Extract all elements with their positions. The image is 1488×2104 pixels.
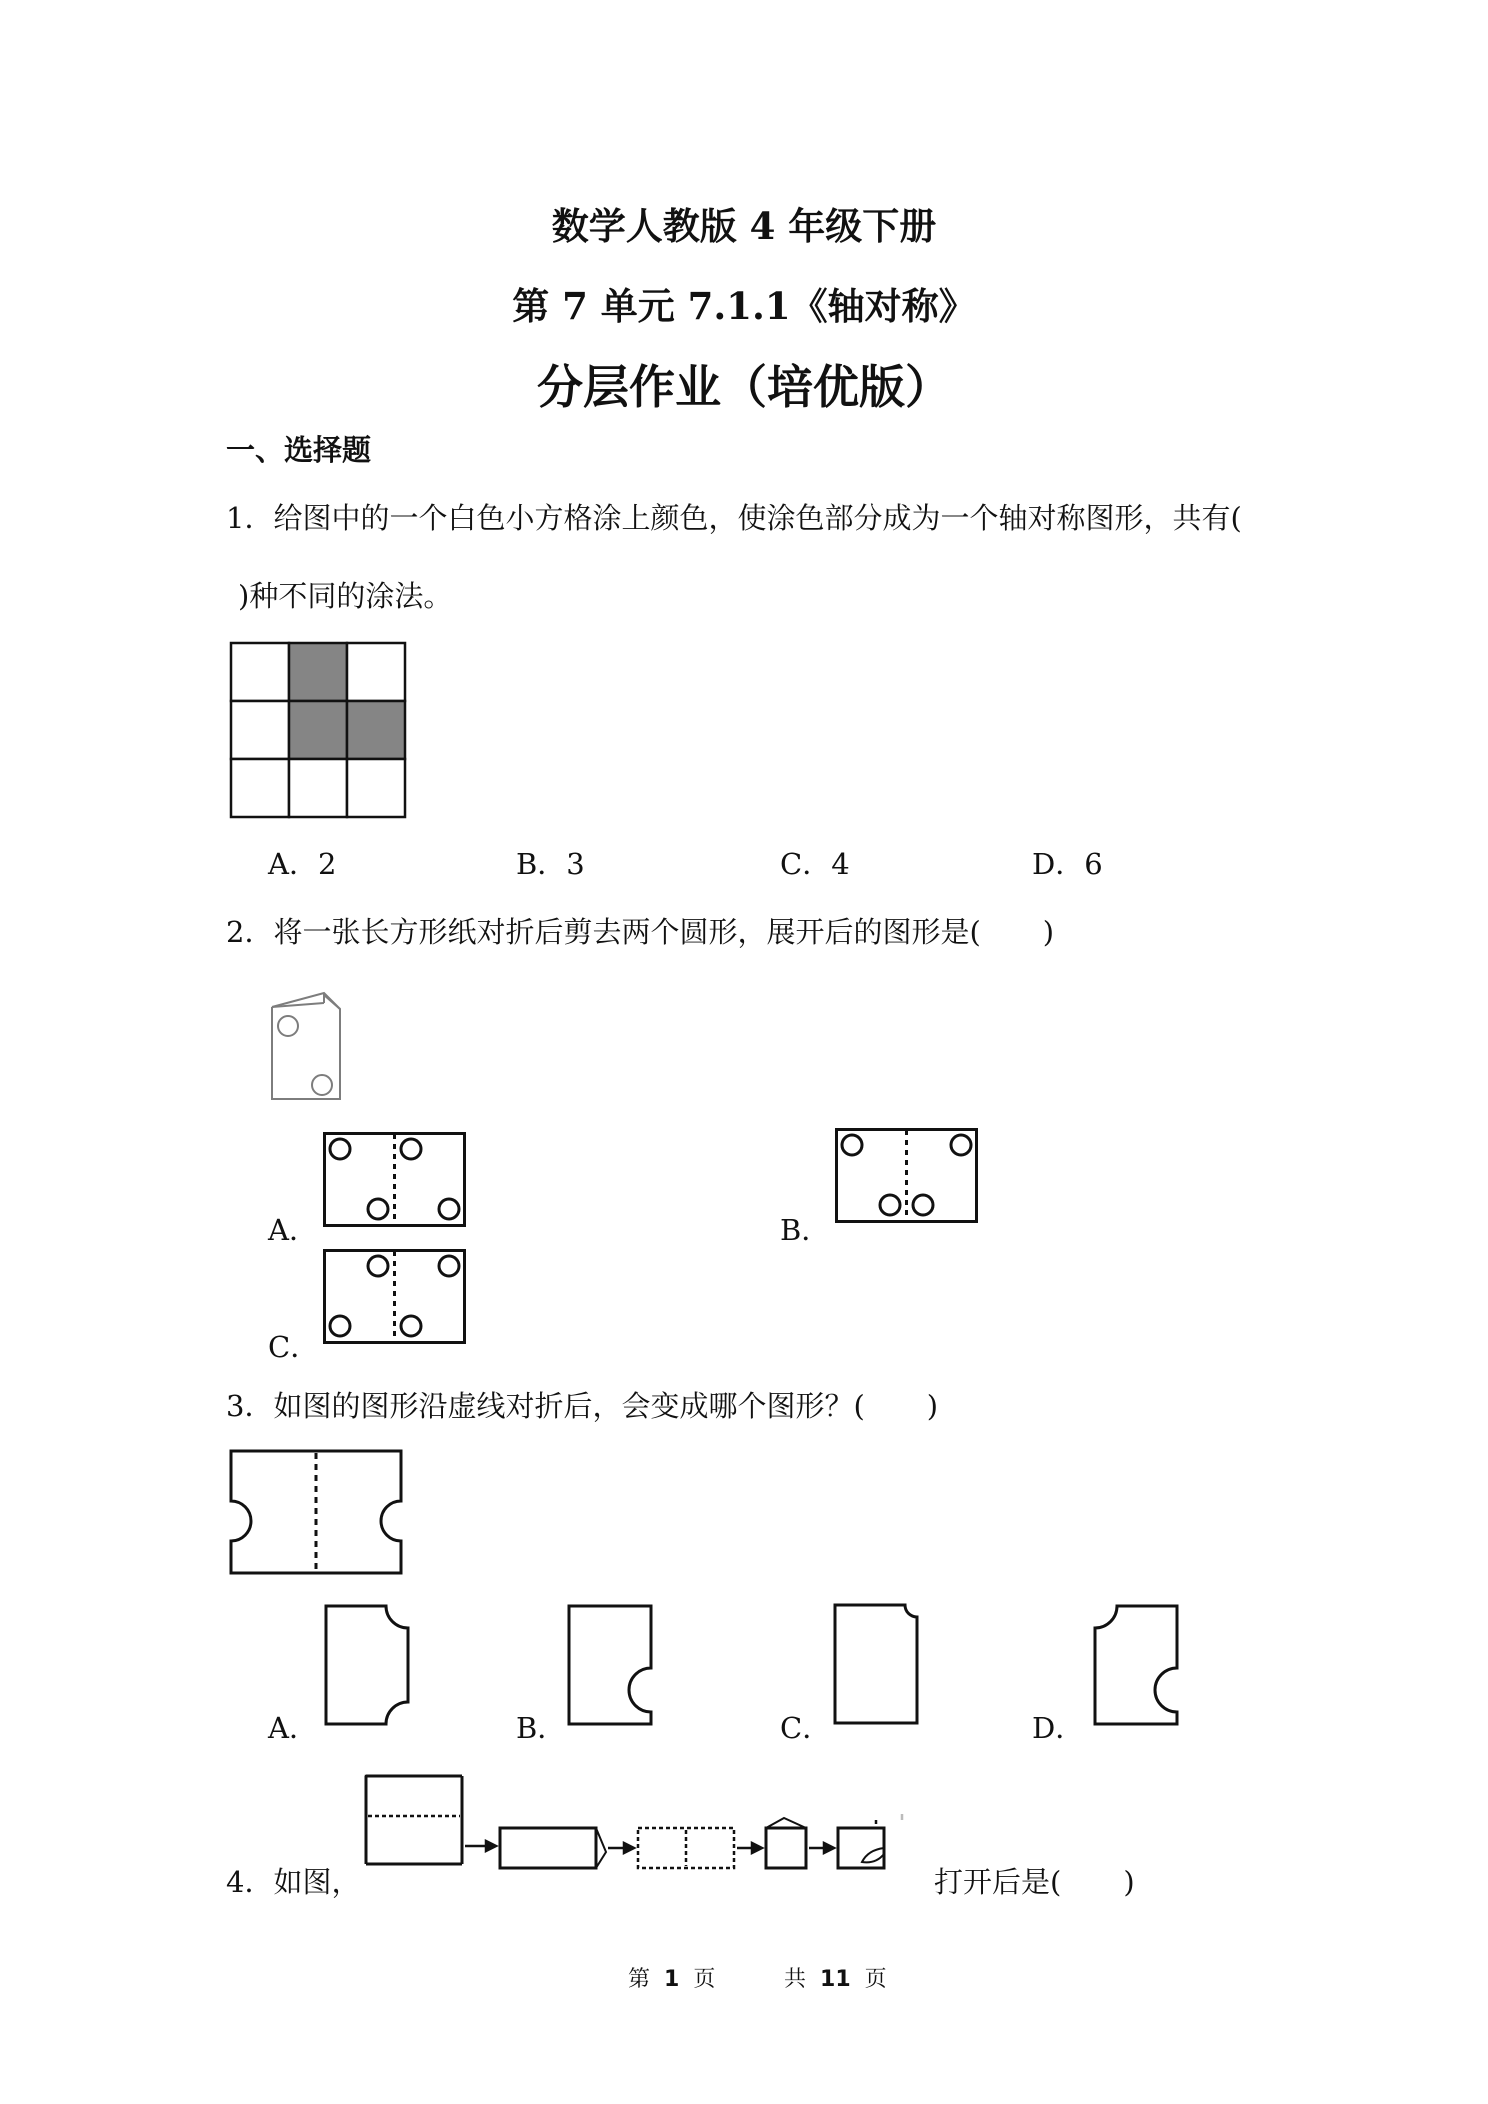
doc-title: 数学人教版 4 年级下册 [551, 204, 937, 248]
question-4-number: 4． [226, 1865, 274, 1899]
grid-cell[interactable] [289, 643, 347, 701]
question-3-text: 如图的图形沿虚线对折后，会变成哪个图形？( [273, 1389, 865, 1423]
question-2-figure-c[interactable] [323, 1249, 467, 1345]
question-1-option-d[interactable]: D．6 [1032, 847, 1103, 881]
page-number: 第 1 页 [628, 1967, 716, 1992]
grid-cell[interactable] [347, 643, 405, 701]
question-3-blank-close: ) [926, 1389, 939, 1423]
worksheet-title: 分层作业（培优版） [537, 360, 951, 414]
grid-cell[interactable] [231, 701, 289, 759]
question-4-intro [226, 1860, 360, 1901]
question-2-option-a[interactable]: A． [268, 1213, 318, 1247]
question-4-line-end [934, 1860, 1135, 1901]
question-3-line [226, 1384, 938, 1425]
question-1-option-b[interactable]: B．3 [516, 847, 585, 881]
page-current: 1 [664, 1967, 680, 1992]
question-3-option-c[interactable]: C． [780, 1711, 832, 1745]
question-3-figure-b[interactable] [567, 1604, 657, 1730]
question-1-text: 给图中的一个白色小方格涂上颜色，使涂色部分成为一个轴对称图形，共有( [273, 501, 1242, 535]
question-2-text: 将一张长方形纸对折后剪去两个圆形，展开后的图形是( [273, 915, 981, 949]
grid-cell[interactable] [289, 701, 347, 759]
question-1-line2: )种不同的涂法。 [238, 579, 453, 613]
page-total: 共 11 页 [784, 1967, 887, 1992]
question-4-text-after: 打开后是( [934, 1865, 1062, 1899]
question-1-grid [229, 641, 409, 819]
question-3-figure-c[interactable] [833, 1603, 923, 1729]
question-2-figure-a[interactable] [323, 1132, 467, 1228]
question-2-line [226, 910, 1054, 951]
question-2-option-b[interactable]: B． [780, 1213, 831, 1247]
notched-paper-figure [229, 1449, 405, 1575]
question-2-option-c[interactable]: C． [268, 1330, 320, 1364]
grid-cell[interactable] [347, 701, 405, 759]
question-2-figure-b[interactable] [835, 1128, 979, 1224]
folded-paper-figure [268, 985, 348, 1105]
grid-cell[interactable] [289, 759, 347, 817]
question-3-number: 3． [226, 1389, 274, 1423]
question-3-figure-a[interactable] [324, 1604, 414, 1730]
question-3-option-b[interactable]: B． [516, 1711, 567, 1745]
grid-cell[interactable] [231, 759, 289, 817]
question-4-blank-close: ) [1123, 1865, 1135, 1899]
question-2-number: 2． [226, 915, 274, 949]
question-1-option-a[interactable]: A．2 [268, 847, 337, 881]
question-3-option-a[interactable]: A． [268, 1711, 318, 1745]
unit-title: 第 7 单元 7.1.1《轴对称》 [512, 284, 976, 328]
question-1-number: 1． [226, 501, 274, 535]
grid-cell[interactable] [231, 643, 289, 701]
grid-cell[interactable] [347, 759, 405, 817]
question-1-option-c[interactable]: C．4 [780, 847, 850, 881]
question-3-figure-d[interactable] [1093, 1604, 1183, 1730]
question-1-line1 [226, 496, 1242, 537]
section-heading: 一、选择题 [226, 433, 372, 467]
question-2-blank-close: ) [1042, 915, 1055, 949]
folding-steps-diagram [362, 1770, 932, 1880]
question-3-option-d[interactable]: D． [1032, 1711, 1085, 1745]
question-4-text-before: 如图， [273, 1865, 361, 1899]
page-total-count: 11 [820, 1967, 851, 1992]
